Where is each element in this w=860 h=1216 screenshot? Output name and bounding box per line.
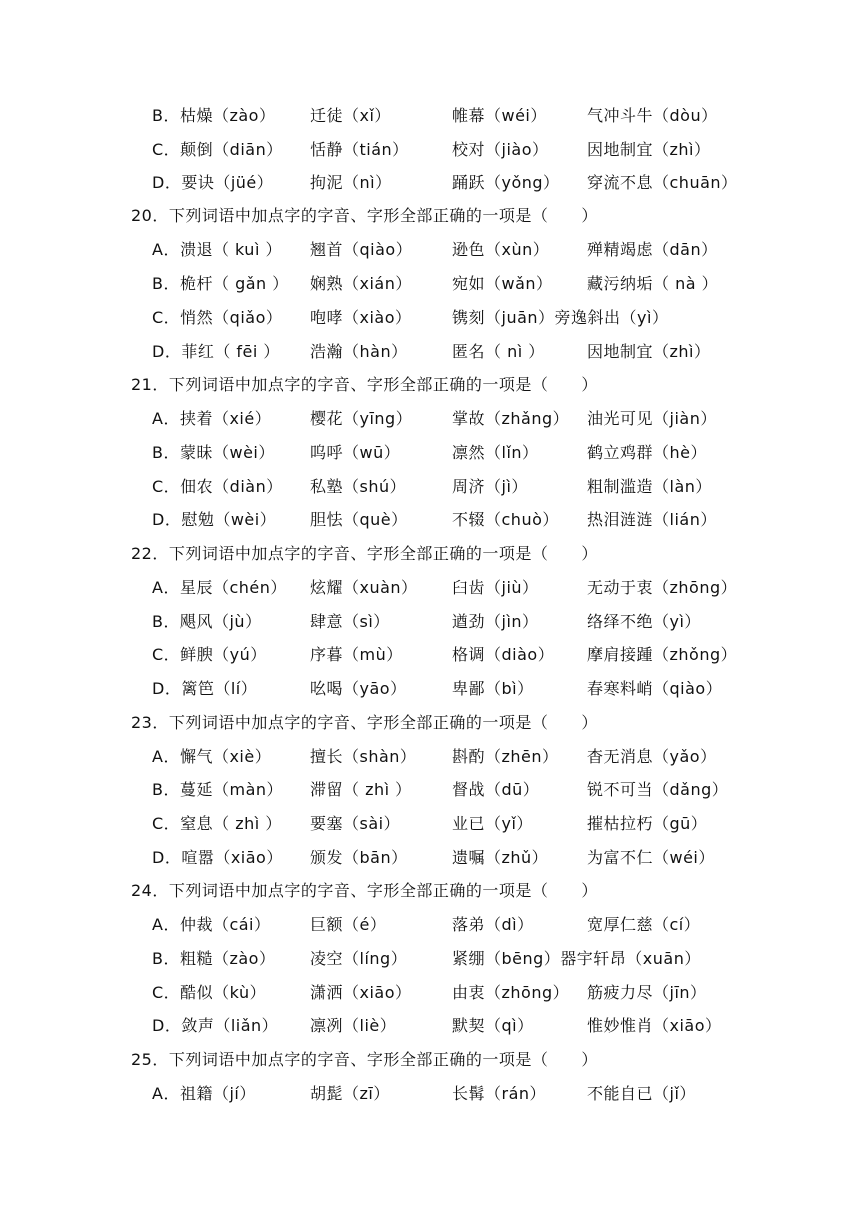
option-word: C．颠倒（diān） (152, 140, 283, 159)
option-word: 卑鄙（bì） (452, 679, 534, 698)
option-word: 业已（yǐ） (452, 814, 533, 833)
option-word: 格调（diào） (452, 645, 555, 664)
option-word: 拘泥（nì） (310, 173, 392, 192)
option-word: A．仲裁（cái） (152, 915, 271, 934)
option-word: 匿名（ nì ） (452, 342, 545, 361)
question-text: 21．下列词语中加点字的字音、字形全部正确的一项是（ ） (131, 375, 598, 394)
option-word: 因地制宜（zhì） (587, 140, 711, 159)
option-word: D．敛声（liǎn） (152, 1016, 279, 1035)
option-word: B．飓风（jù） (152, 612, 262, 631)
option-word: D．要诀（jüé） (152, 173, 274, 192)
option-word: A．星辰（chén） (152, 578, 287, 597)
option-word: A．挟着（xié） (152, 409, 272, 428)
question-text: 20．下列词语中加点字的字音、字形全部正确的一项是（ ） (131, 206, 598, 225)
option-word: 宛如（wǎn） (452, 274, 553, 293)
option-word: B．桅杆（ gǎn ） (152, 274, 289, 293)
option-word: 络绎不绝（yì） (587, 612, 701, 631)
option-word: B．蒙昧（wèi） (152, 443, 275, 462)
question-text: 25．下列词语中加点字的字音、字形全部正确的一项是（ ） (131, 1050, 598, 1069)
option-word: 春寒料峭（qiào） (587, 679, 723, 698)
option-word: 胡髭（zī） (310, 1084, 390, 1103)
option-word: 鹤立鸡群（hè） (587, 443, 707, 462)
option-word: 油光可见（jiàn） (587, 409, 717, 428)
option-word: 不能自已（jǐ） (587, 1084, 696, 1103)
option-word: 周济（jì） (452, 477, 528, 496)
option-word: 默契（qì） (452, 1016, 534, 1035)
option-word: 逊色（xùn） (452, 240, 550, 259)
option-word: 摩肩接踵（zhǒng） (587, 645, 738, 664)
option-word: 落弟（dì） (452, 915, 534, 934)
option-word: 咆哮（xiào） (310, 308, 412, 327)
option-word: 杳无消息（yǎo） (587, 747, 717, 766)
option-word: 凛然（lǐn） (452, 443, 539, 462)
question-text: 23．下列词语中加点字的字音、字形全部正确的一项是（ ） (131, 713, 598, 732)
option-word: 无动于衷（zhōng） (587, 578, 738, 597)
option-word: 擅长（shàn） (310, 747, 417, 766)
option-word: 为富不仁（wéi） (587, 848, 715, 867)
option-word: 粗制滥造（làn） (587, 477, 712, 496)
option-word: 镌刻（juān）旁逸斜出（yì） (452, 308, 669, 327)
option-word: 臼齿（jiù） (452, 578, 539, 597)
option-word: C．窒息（ zhì ） (152, 814, 282, 833)
option-word: 凛冽（liè） (310, 1016, 397, 1035)
option-word: 炫耀（xuàn） (310, 578, 418, 597)
option-word: 滞留（ zhì ） (310, 780, 412, 799)
option-word: 踊跃（yǒng） (452, 173, 560, 192)
option-word: A．溃退（ kuì ） (152, 240, 282, 259)
option-word: 胆怯（què） (310, 510, 408, 529)
option-word: 呜呼（wū） (310, 443, 401, 462)
option-word: C．佃农（diàn） (152, 477, 283, 496)
option-word: 藏污纳垢（ nà ） (587, 274, 719, 293)
option-word: 序暮（mù） (310, 645, 403, 664)
option-word: A．祖籍（jí） (152, 1084, 256, 1103)
option-word: B．枯燥（zào） (152, 106, 276, 125)
option-word: 颁发（bān） (310, 848, 408, 867)
option-word: 樱花（yīng） (310, 409, 413, 428)
option-word: 热泪涟涟（lián） (587, 510, 717, 529)
option-word: C．悄然（qiǎo） (152, 308, 283, 327)
option-word: 督战（dū） (452, 780, 540, 799)
option-word: 斟酌（zhēn） (452, 747, 559, 766)
option-word: 校对（jiào） (452, 140, 549, 159)
option-word: D．篱笆（lí） (152, 679, 258, 698)
option-word: 翘首（qiào） (310, 240, 413, 259)
option-word: 迁徒（xǐ） (310, 106, 391, 125)
option-word: 帷幕（wéi） (452, 106, 547, 125)
option-word: 摧枯拉朽（gū） (587, 814, 708, 833)
option-word: D．菲红（ fēi ） (152, 342, 280, 361)
option-word: 宽厚仁慈（cí） (587, 915, 701, 934)
option-word: 筋疲力尽（jīn） (587, 983, 707, 1002)
option-word: 殚精竭虑（dān） (587, 240, 718, 259)
question-text: 24．下列词语中加点字的字音、字形全部正确的一项是（ ） (131, 881, 598, 900)
option-word: 由衷（zhōng） (452, 983, 570, 1002)
option-word: C．鲜腴（yú） (152, 645, 267, 664)
option-word: 气冲斗牛（dòu） (587, 106, 718, 125)
option-word: 遗嘱（zhǔ） (452, 848, 549, 867)
option-word: 浩瀚（hàn） (310, 342, 408, 361)
option-word: D．慰勉（wèi） (152, 510, 277, 529)
option-word: D．喧嚣（xiāo） (152, 848, 283, 867)
option-word: 因地制宜（zhì） (587, 342, 711, 361)
option-word: 长髯（rán） (452, 1084, 547, 1103)
option-word: 潇洒（xiāo） (310, 983, 412, 1002)
option-word: 凌空（líng） (310, 949, 408, 968)
option-word: 肆意（sì） (310, 612, 390, 631)
option-word: 私塾（shú） (310, 477, 407, 496)
option-word: 不辍（chuò） (452, 510, 559, 529)
option-word: 恬静（tián） (310, 140, 409, 159)
option-word: 遒劲（jìn） (452, 612, 539, 631)
option-word: 娴熟（xián） (310, 274, 412, 293)
option-word: 巨额（é） (310, 915, 387, 934)
option-word: 要塞（sài） (310, 814, 401, 833)
option-word: 掌故（zhǎng） (452, 409, 570, 428)
option-word: 紧绷（bēng）器宇轩昂（xuān） (452, 949, 701, 968)
option-word: A．懈气（xiè） (152, 747, 272, 766)
option-word: 吆喝（yāo） (310, 679, 407, 698)
question-text: 22．下列词语中加点字的字音、字形全部正确的一项是（ ） (131, 544, 598, 563)
option-word: 穿流不息（chuān） (587, 173, 738, 192)
option-word: B．粗糙（zào） (152, 949, 276, 968)
option-word: B．蔓延（màn） (152, 780, 284, 799)
option-word: 锐不可当（dǎng） (587, 780, 729, 799)
option-word: C．酷似（kù） (152, 983, 267, 1002)
option-word: 惟妙惟肖（xiāo） (587, 1016, 722, 1035)
